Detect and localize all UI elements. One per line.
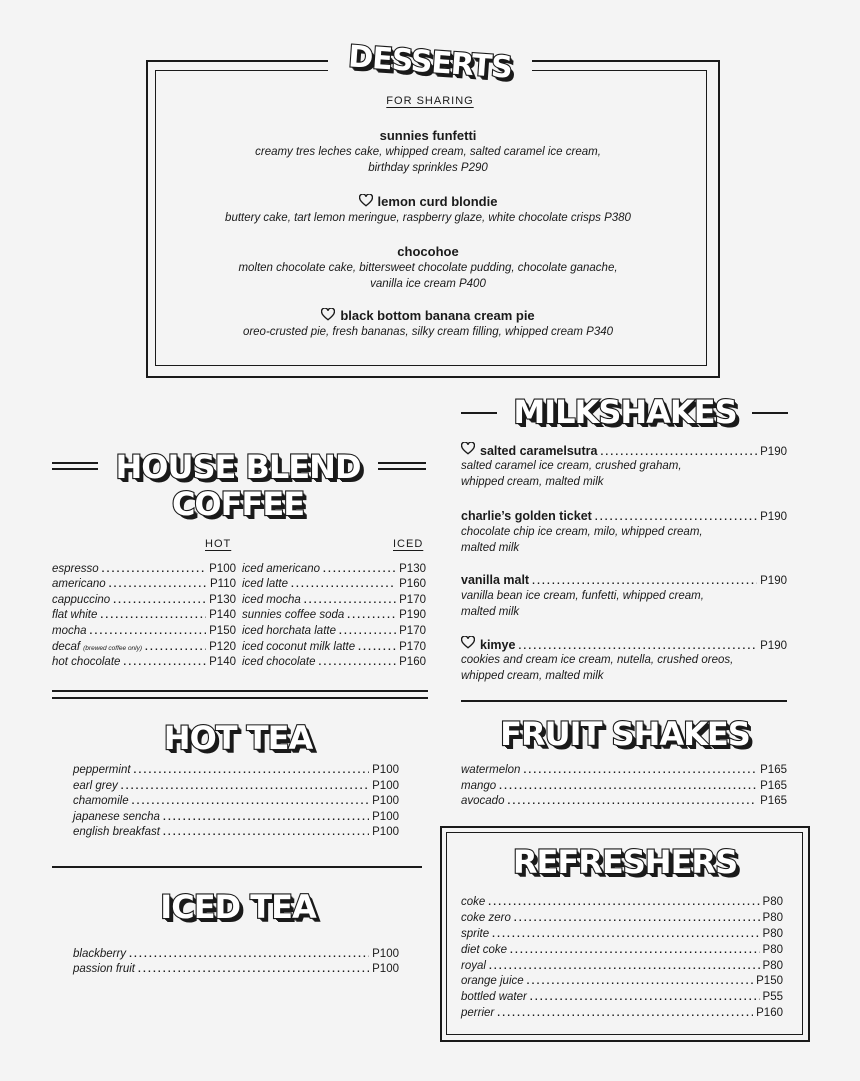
dessert-desc: molten chocolate cake, bittersweet chocolate pudding, chocolate ganache,	[238, 262, 618, 274]
dessert-desc: birthday sprinkles P290	[368, 162, 488, 174]
dessert-desc: buttery cake, tart lemon meringue, raspberry glaze, white chocolate crisps P380	[225, 212, 631, 224]
dessert-desc: vanilla ice cream P400	[370, 278, 486, 290]
milkshake-item-desc: chocolate chip ice cream, milo, whipped cream,	[461, 526, 703, 538]
coffee-bottom-rule	[52, 697, 428, 699]
hot-column-label: HOT	[205, 538, 232, 550]
menu-row: iced mocha ..... P170	[242, 593, 426, 608]
heart-icon	[461, 636, 475, 649]
coffee-rule-right	[378, 468, 426, 470]
milkshake-item-desc: whipped cream, malted milk	[461, 670, 604, 682]
menu-row: passion fruit ..... P100	[73, 962, 399, 977]
tea-divider	[52, 866, 422, 868]
menu-row: peppermint ..... P100	[73, 763, 399, 778]
menu-row: espresso ..... P100	[52, 562, 236, 577]
dessert-name: black bottom banana cream pie	[340, 308, 535, 323]
refreshers-title: REFRESHERS	[512, 843, 738, 881]
milkshake-item-name: charlie’s golden ticket ..... P190	[461, 508, 787, 526]
menu-row: iced coconut milk latte ..... P170	[242, 640, 426, 655]
milkshakes-rule-left	[461, 412, 497, 414]
coffee-rule-left	[52, 468, 98, 470]
dessert-desc: oreo-crusted pie, fresh bananas, silky cream filling, whipped cream P340	[242, 326, 614, 338]
menu-row: diet coke ..... P80	[461, 943, 783, 958]
iced-column-label: ICED	[393, 538, 424, 550]
dessert-item	[150, 194, 706, 226]
menu-row: english breakfast ..... P100	[73, 825, 399, 840]
menu-row: watermelon ..... P165	[461, 763, 787, 778]
menu-row: hot chocolate ..... P140	[52, 655, 236, 670]
menu-row: mango ..... P165	[461, 779, 787, 794]
coffee-rule-right	[378, 462, 426, 464]
menu-row: japanese sencha ..... P100	[73, 810, 399, 825]
menu-row: royal ..... P80	[461, 959, 783, 974]
menu-row: blackberry ..... P100	[73, 947, 399, 962]
menu-row: americano ..... P110	[52, 577, 236, 592]
menu-row: sprite ..... P80	[461, 927, 783, 942]
coffee-rule-left	[52, 462, 98, 464]
menu-row: orange juice ..... P150	[461, 974, 783, 989]
coffee-title-line2: COFFEE	[171, 485, 305, 523]
milkshake-item-name: salted caramelsutra ..... P190	[461, 442, 787, 461]
dessert-name: sunnies funfetti	[379, 128, 477, 143]
coffee-bottom-rule	[52, 690, 428, 692]
menu-row: earl grey ..... P100	[73, 779, 399, 794]
dessert-item	[150, 308, 706, 340]
menu-row: coke ..... P80	[461, 895, 783, 910]
desserts-subtitle: FOR SHARING	[386, 95, 474, 107]
hot-tea-title: HOT TEA	[163, 719, 313, 757]
heart-icon	[321, 308, 335, 321]
milkshake-item-desc: vanilla bean ice cream, funfetti, whipped cream,	[461, 590, 704, 602]
milkshakes-title: MILKSHAKES	[513, 393, 737, 431]
menu-row: bottled water ..... P55	[461, 990, 783, 1005]
menu-row: coke zero ..... P80	[461, 911, 783, 926]
dessert-name: lemon curd blondie	[377, 194, 498, 209]
menu-row: avocado ..... P165	[461, 794, 787, 809]
milkshake-item-desc: whipped cream, malted milk	[461, 476, 604, 488]
heart-icon	[359, 194, 373, 207]
milkshakes-bottom-rule	[461, 700, 787, 702]
menu-row: mocha ..... P150	[52, 624, 236, 639]
iced-tea-title: ICED TEA	[160, 888, 316, 926]
fruit-shakes-title: FRUIT SHAKES	[500, 715, 750, 753]
milkshakes-rule-right	[752, 412, 788, 414]
menu-row: chamomile ..... P100	[73, 794, 399, 809]
dessert-item	[150, 128, 706, 176]
menu-row: iced latte ..... P160	[242, 577, 426, 592]
menu-row: iced horchata latte ..... P170	[242, 624, 426, 639]
menu-row: sunnies coffee soda ..... P190	[242, 608, 426, 623]
menu-row: cappuccino ..... P130	[52, 593, 236, 608]
menu-row: iced chocolate ..... P160	[242, 655, 426, 670]
dessert-desc: creamy tres leches cake, whipped cream, salted caramel ice cream,	[255, 146, 601, 158]
menu-row: flat white ..... P140	[52, 608, 236, 623]
menu-row: perrier ..... P160	[461, 1006, 783, 1021]
milkshake-item-desc: salted caramel ice cream, crushed graham,	[461, 460, 682, 472]
dessert-name: chocohoe	[397, 244, 459, 259]
menu-row: iced americano ..... P130	[242, 562, 426, 577]
milkshake-item-desc: cookies and cream ice cream, nutella, crushed oreos,	[461, 654, 734, 666]
milkshake-item-name: vanilla malt ..... P190	[461, 572, 787, 590]
menu-row: decaf (brewed coffee only) ..... P120	[52, 640, 236, 656]
desserts-title: DESSERTS	[347, 39, 513, 86]
milkshake-item-desc: malted milk	[461, 542, 520, 554]
dessert-item	[150, 244, 706, 292]
coffee-title-line1: HOUSE BLEND	[115, 448, 361, 486]
milkshake-item-name: kimye ..... P190	[461, 636, 787, 655]
milkshake-item-desc: malted milk	[461, 606, 520, 618]
heart-icon	[461, 442, 475, 455]
